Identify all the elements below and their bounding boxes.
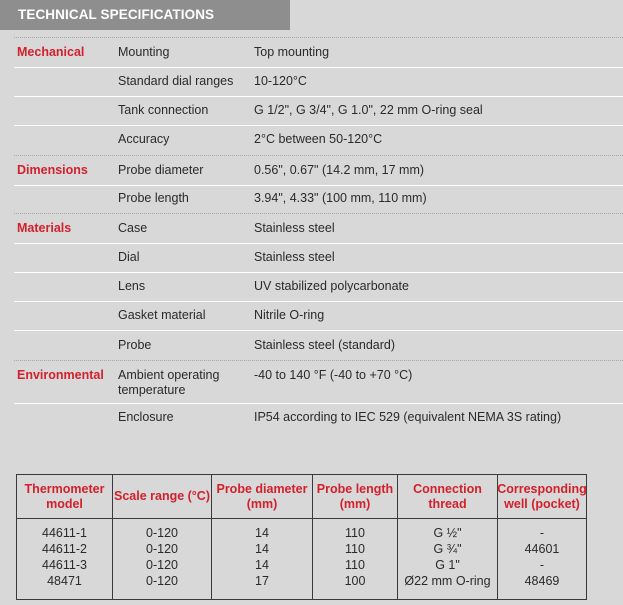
spec-row: [14, 403, 623, 433]
table-cell: G 1": [435, 558, 460, 572]
table-cell: G ½": [433, 526, 462, 540]
spec-row: [14, 155, 623, 186]
table-header-cell: Thermometer model: [17, 475, 113, 518]
table-header-cell: Connection thread: [398, 475, 498, 518]
spec-row: [14, 37, 623, 68]
spec-label: Mounting: [118, 45, 170, 59]
spec-label: Accuracy: [118, 132, 170, 146]
spec-value: UV stabilized polycarbonate: [254, 279, 409, 293]
spec-label: Dial: [118, 250, 140, 264]
spec-label: Enclosure: [118, 410, 174, 424]
spec-label: Probe: [118, 338, 152, 352]
table-cell: 110: [345, 526, 365, 540]
spec-category: Materials: [17, 221, 72, 235]
spec-label: Probe diameter: [118, 163, 204, 177]
table-cell: 44611-1: [42, 526, 87, 540]
model-table: [16, 474, 587, 600]
spec-label: Lens: [118, 279, 146, 293]
table-cell: 44611-2: [42, 542, 87, 556]
spec-value: 0.56", 0.67" (14.2 mm, 17 mm): [254, 163, 425, 177]
spec-value: 10-120°C: [254, 74, 307, 88]
spec-label: Ambient operating temperature: [118, 368, 220, 397]
spec-category: Dimensions: [17, 163, 88, 177]
table-cell: 110: [345, 558, 365, 572]
table-column: [113, 519, 212, 599]
table-cell: Ø22 mm O-ring: [404, 574, 491, 588]
spec-label: Probe length: [118, 191, 189, 205]
table-cell: 44611-3: [42, 558, 87, 572]
spec-value: G 1/2", G 3/4", G 1.0", 22 mm O-ring seal: [254, 103, 483, 117]
spec-value: 2°C between 50-120°C: [254, 132, 383, 146]
spec-label: Tank connection: [118, 103, 209, 117]
spec-value: Stainless steel (standard): [254, 338, 396, 352]
spec-value: -40 to 140 °F (-40 to +70 °C): [254, 368, 413, 382]
spec-row: [14, 213, 623, 244]
spec-row: [14, 360, 623, 404]
spec-row: [14, 331, 623, 360]
table-column: [17, 519, 113, 599]
table-column: [313, 519, 398, 599]
table-cell: 14: [255, 558, 269, 572]
spec-row: [14, 96, 623, 126]
spec-row: [14, 301, 623, 331]
table-header-cell: Probe length (mm): [313, 475, 398, 518]
table-header-cell: Probe diameter (mm): [212, 475, 313, 518]
spec-value: Nitrile O-ring: [254, 308, 325, 322]
spec-row: [14, 67, 623, 97]
spec-label: Case: [118, 221, 148, 235]
table-cell: -: [539, 558, 545, 572]
table-header-cell: Scale range (°C): [113, 475, 212, 518]
spec-label: Standard dial ranges: [118, 74, 234, 88]
table-column: [498, 519, 586, 599]
section-header: [0, 0, 290, 30]
table-cell: G ¾": [433, 542, 462, 556]
table-cell: 110: [345, 542, 365, 556]
spec-value: Stainless steel: [254, 250, 335, 264]
spec-value: IP54 according to IEC 529 (equivalent NEMA 3S rating): [254, 410, 562, 424]
table-cell: 100: [344, 574, 366, 588]
spec-row: [14, 272, 623, 302]
table-cell: 14: [255, 542, 269, 556]
table-header-cell: Corresponding well (pocket): [497, 481, 587, 511]
spec-category: Environmental: [17, 368, 104, 382]
table-cell: 0-120: [146, 574, 178, 588]
section-title: TECHNICAL SPECIFICATIONS: [18, 7, 215, 22]
table-cell: 44601: [524, 542, 560, 556]
spec-row: [14, 125, 623, 154]
table-cell: 48471: [47, 574, 82, 588]
table-cell: 48469: [524, 574, 560, 588]
spec-row: [14, 184, 623, 213]
table-cell: 17: [255, 574, 269, 588]
table-cell: -: [539, 526, 545, 540]
table-column: [398, 519, 498, 599]
spec-value: 3.94", 4.33" (100 mm, 110 mm): [254, 191, 427, 205]
spec-value: Stainless steel: [254, 221, 335, 235]
spec-category: Mechanical: [17, 45, 85, 59]
spec-value: Top mounting: [254, 45, 330, 59]
table-cell: 14: [255, 526, 269, 540]
spec-label: Gasket material: [118, 308, 206, 322]
table-column: [212, 519, 313, 599]
table-cell: 0-120: [146, 542, 178, 556]
table-cell: 0-120: [146, 526, 178, 540]
spec-row: [14, 243, 623, 273]
table-cell: 0-120: [146, 558, 178, 572]
